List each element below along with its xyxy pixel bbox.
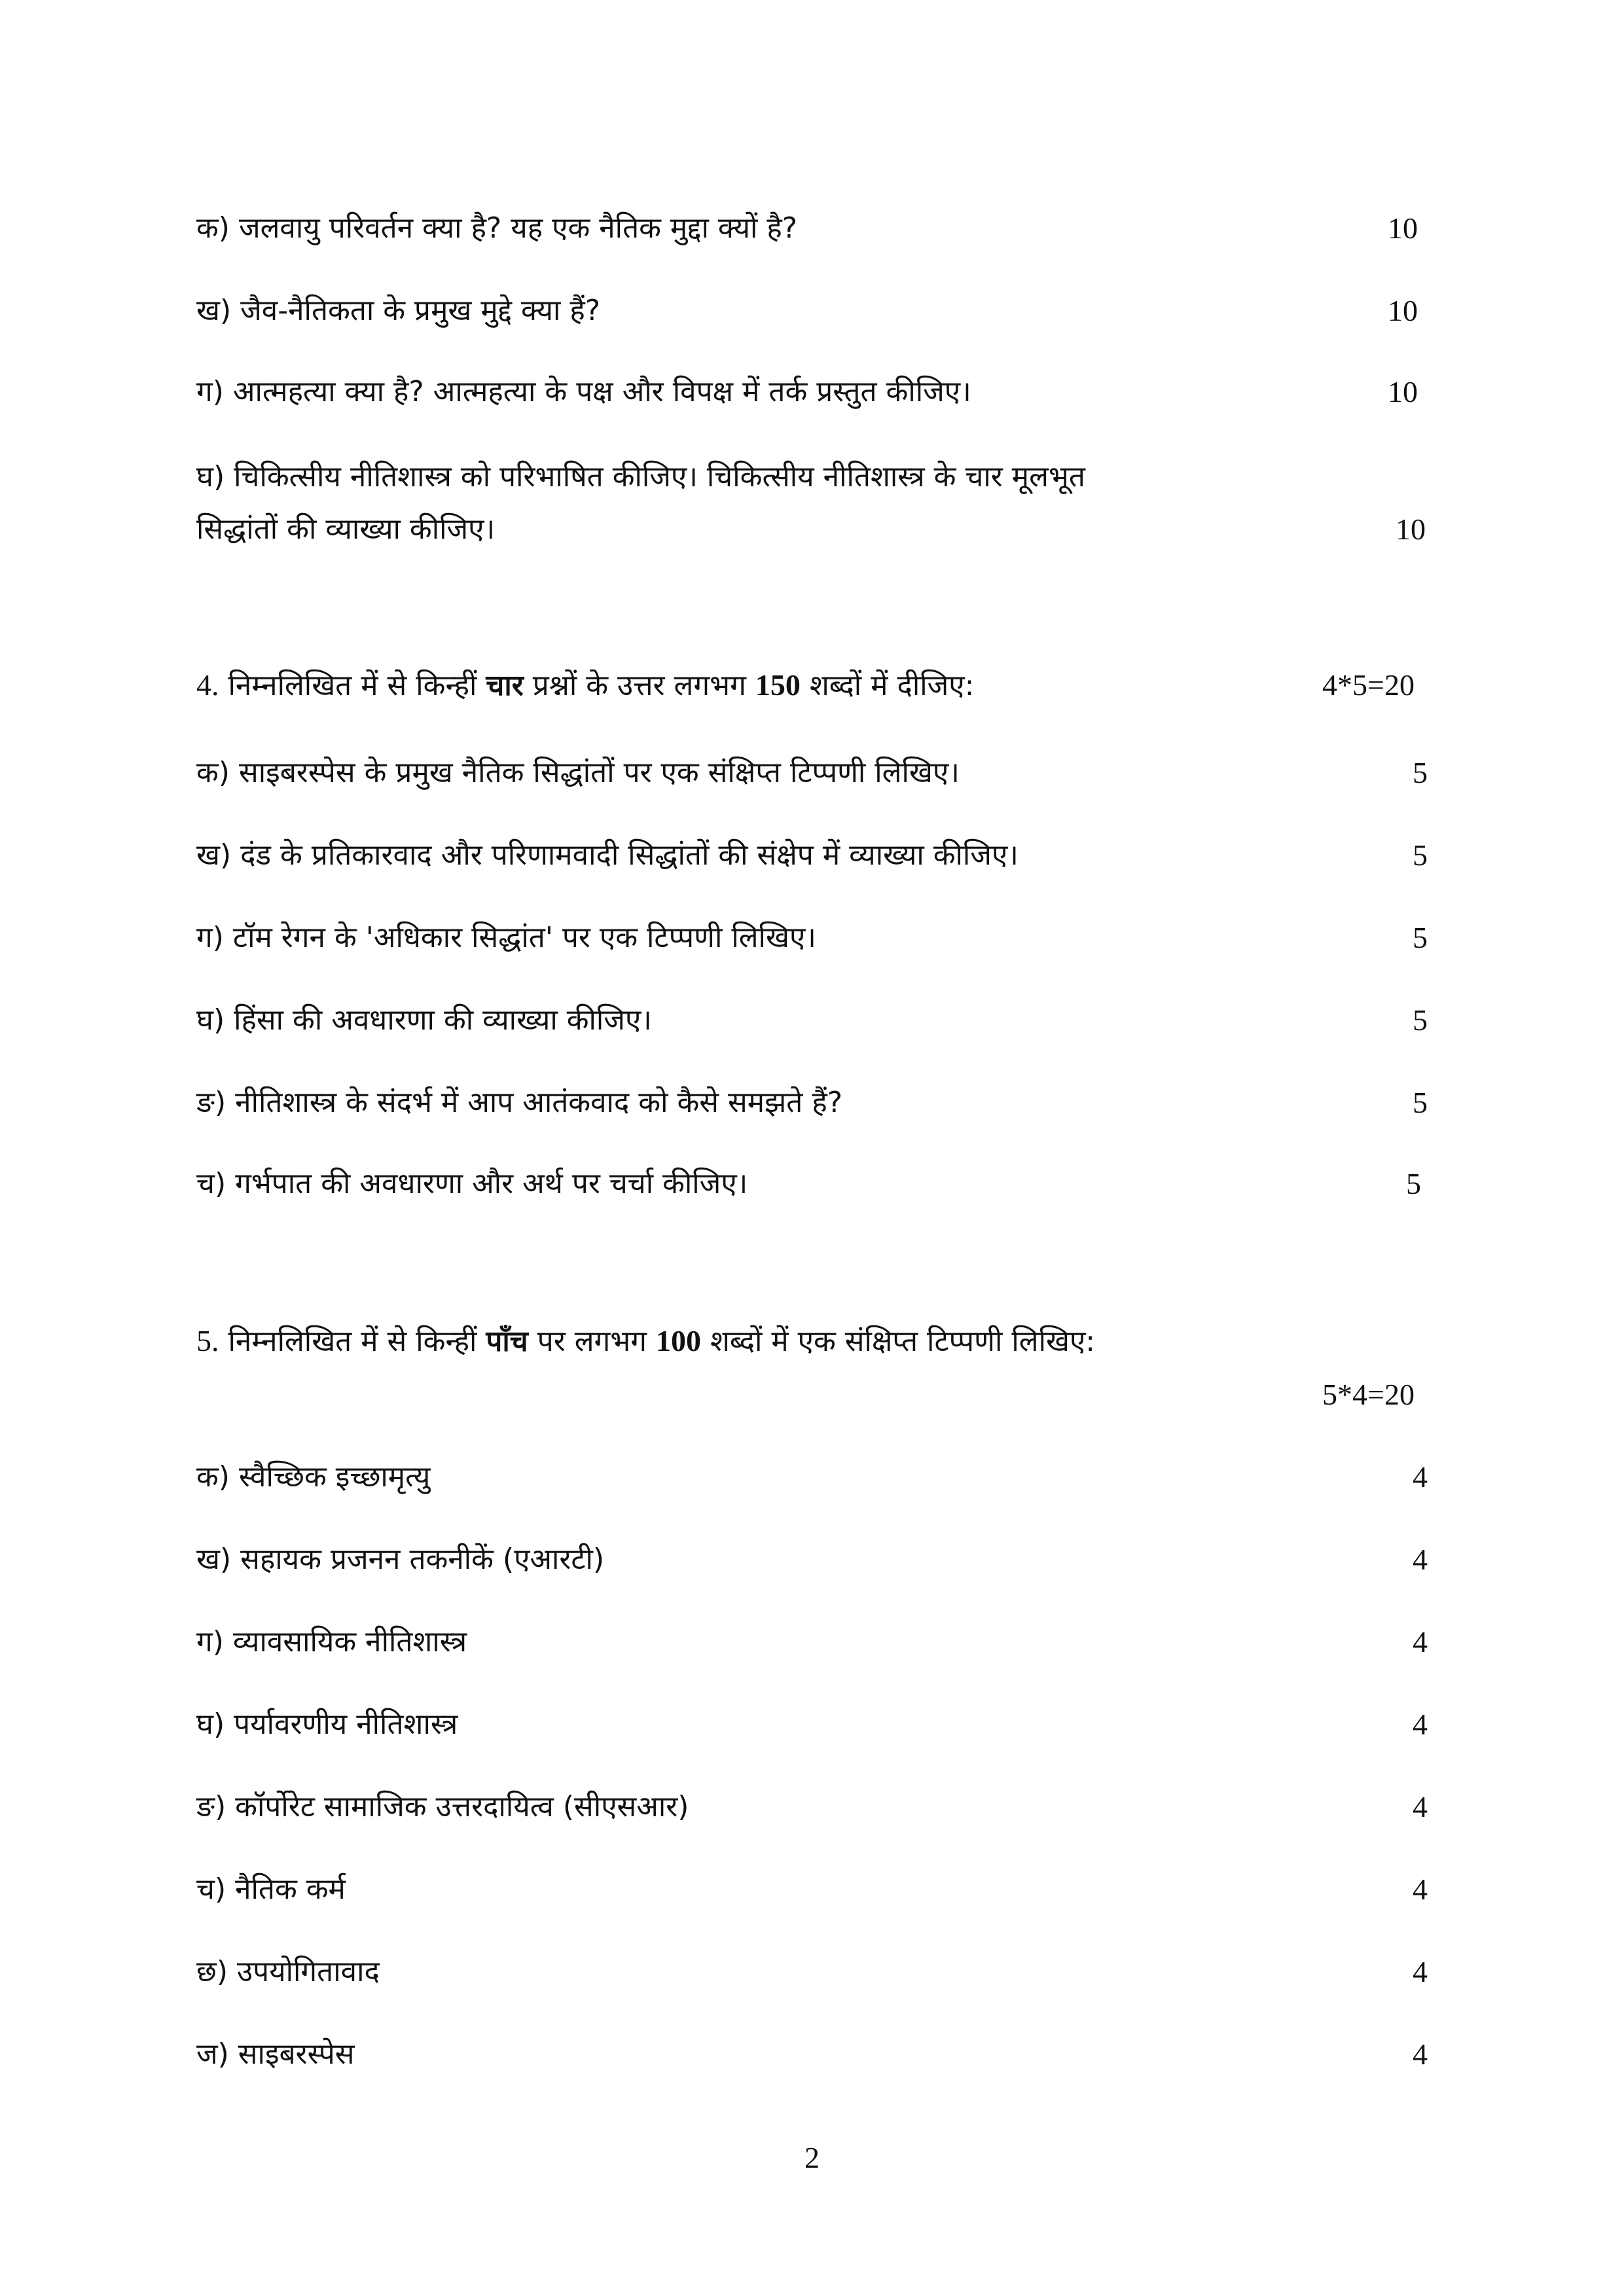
question-marks: 5 bbox=[1413, 756, 1428, 789]
page-number: 2 bbox=[804, 2141, 820, 2174]
heading-text-before: निम्नलिखित में से किन्हीं bbox=[228, 669, 477, 702]
heading-word-count: 150 bbox=[755, 668, 801, 702]
question-text: ज) साइबरस्पेस bbox=[196, 2037, 355, 2071]
heading-text-mid: प्रश्नों के उत्तर लगभग bbox=[532, 669, 746, 702]
question-text: ग) व्यावसायिक नीतिशास्त्र bbox=[196, 1625, 467, 1659]
heading-text-after: शब्दों में एक संक्षिप्त टिप्पणी लिखिए: bbox=[710, 1325, 1096, 1358]
question-text: ग) टॉम रेगन के 'अधिकार सिद्धांत' पर एक टिप्पणी लिखिए। bbox=[196, 921, 816, 954]
question-marks: 4 bbox=[1413, 1790, 1428, 1823]
question-text: ग) आत्महत्या क्या है? आत्महत्या के पक्ष और विपक्ष में तर्क प्रस्तुत कीजिए। bbox=[196, 375, 971, 408]
question-text-line1: घ) चिकित्सीय नीतिशास्त्र को परिभाषित कीजिए। चिकित्सीय नीतिशास्त्र के चार मूलभूत bbox=[196, 460, 1085, 493]
question-marks: 10 bbox=[1388, 211, 1418, 245]
question-number: 4. bbox=[196, 668, 219, 702]
question-marks: 4 bbox=[1413, 1460, 1428, 1494]
question-marks: 4 bbox=[1413, 1955, 1428, 1988]
question-marks: 5 bbox=[1406, 1167, 1421, 1200]
heading-word-count: 100 bbox=[656, 1324, 702, 1357]
question-marks: 4 bbox=[1413, 1873, 1428, 1906]
question-text: च) नैतिक कर्म bbox=[196, 1873, 346, 1906]
question-text: छ) उपयोगितावाद bbox=[196, 1955, 380, 1988]
question-marks: 10 bbox=[1396, 512, 1426, 546]
question-marks: 5 bbox=[1413, 838, 1428, 872]
question-5-heading bbox=[196, 1321, 1440, 1362]
question-text: ख) दंड के प्रतिकारवाद और परिणामवादी सिद्धांतों की संक्षेप में व्याख्या कीजिए। bbox=[196, 838, 1019, 872]
question-text: ङ) कॉर्पोरेट सामाजिक उत्तरदायित्व (सीएसआर) bbox=[196, 1790, 689, 1823]
heading-bold-word: पाँच bbox=[486, 1325, 528, 1358]
question-text: घ) पर्यावरणीय नीतिशास्त्र bbox=[196, 1708, 458, 1741]
heading-text-after: शब्दों में दीजिए: bbox=[809, 669, 975, 702]
question-total-marks: 4*5=20 bbox=[1322, 668, 1415, 702]
question-4-heading bbox=[196, 665, 1440, 706]
question-marks: 10 bbox=[1388, 294, 1418, 327]
question-marks: 5 bbox=[1413, 1086, 1428, 1119]
question-text: ङ) नीतिशास्त्र के संदर्भ में आप आतंकवाद को कैसे समझते हैं? bbox=[196, 1086, 843, 1119]
question-total-marks: 5*4=20 bbox=[1322, 1378, 1415, 1411]
heading-text-before: निम्नलिखित में से किन्हीं bbox=[228, 1325, 477, 1358]
question-number: 5. bbox=[196, 1324, 219, 1357]
question-marks: 5 bbox=[1413, 1003, 1428, 1037]
question-marks: 4 bbox=[1413, 1543, 1428, 1576]
question-text: ख) सहायक प्रजनन तकनीकें (एआरटी) bbox=[196, 1543, 605, 1576]
question-text: क) साइबरस्पेस के प्रमुख नैतिक सिद्धांतों पर एक संक्षिप्त टिप्पणी लिखिए। bbox=[196, 756, 960, 789]
question-text: ख) जैव-नैतिकता के प्रमुख मुद्दे क्या हैं? bbox=[196, 294, 601, 327]
question-text: च) गर्भपात की अवधारणा और अर्थ पर चर्चा कीजिए। bbox=[196, 1167, 748, 1200]
question-text-line2: सिद्धांतों की व्याख्या कीजिए। bbox=[196, 512, 496, 546]
heading-bold-word: चार bbox=[486, 669, 524, 702]
question-marks: 4 bbox=[1413, 2037, 1428, 2071]
question-marks: 5 bbox=[1413, 921, 1428, 954]
question-marks: 10 bbox=[1388, 375, 1418, 408]
question-text: क) स्वैच्छिक इच्छामृत्यु bbox=[196, 1460, 431, 1494]
heading-text-mid: पर लगभग bbox=[537, 1325, 647, 1358]
question-text: घ) हिंसा की अवधारणा की व्याख्या कीजिए। bbox=[196, 1003, 652, 1037]
question-text: क) जलवायु परिवर्तन क्या है? यह एक नैतिक मुद्दा क्यों है? bbox=[196, 211, 798, 245]
question-marks: 4 bbox=[1413, 1625, 1428, 1659]
question-marks: 4 bbox=[1413, 1708, 1428, 1741]
